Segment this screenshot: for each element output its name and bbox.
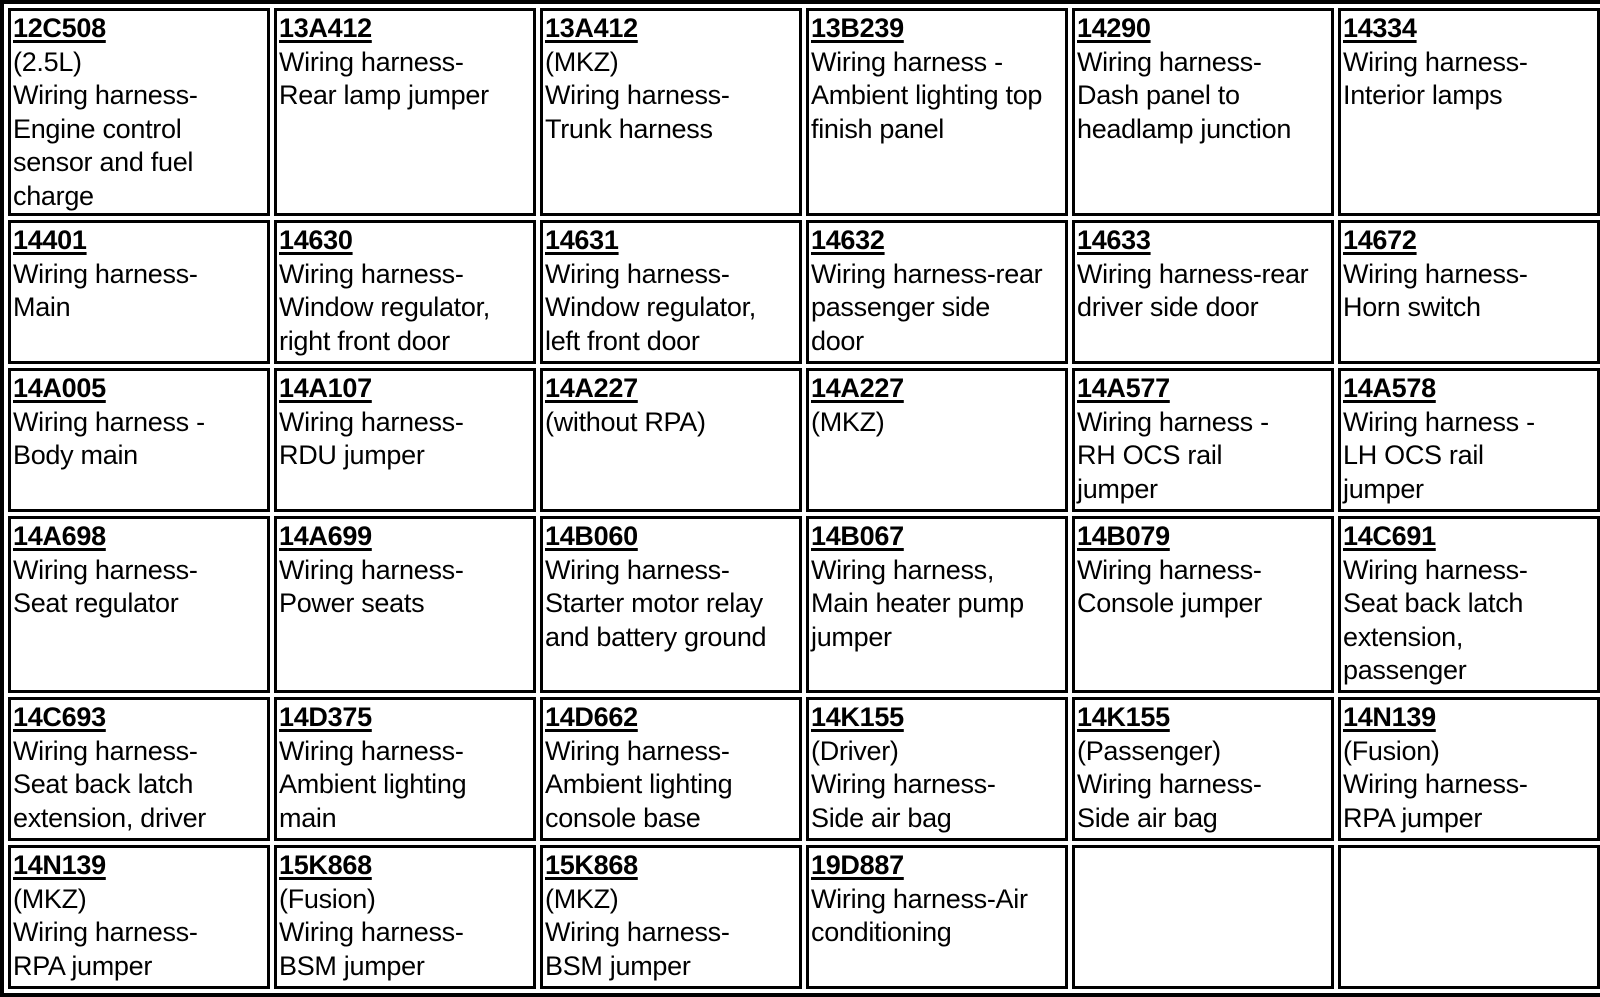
part-cell [8,220,270,364]
part-cell [806,368,1068,512]
part-description-line: Wiring harness- [279,554,464,585]
part-number: 14B079 [1077,521,1170,551]
part-description-line: (2.5L) [13,46,82,77]
part-cell [1338,516,1600,693]
part-description-line: Interior lamps [1343,80,1503,110]
part-description-line: (MKZ) [545,883,619,914]
part-description-line: Wiring harness - [1343,406,1535,437]
part-description-line: door [811,325,864,356]
part-number: 14A107 [279,373,372,403]
table-row [8,368,1600,512]
part-description-line: Wiring harness - [13,406,205,437]
part-cell [274,697,536,841]
part-cell [8,697,270,841]
part-number: 14A578 [1343,373,1436,403]
part-cell [1338,697,1600,841]
part-description-line: (MKZ) [811,406,885,437]
part-description-line: Seat back latch [1343,588,1524,618]
part-cell [8,845,270,989]
part-description-line: Wiring harness- [279,258,464,289]
part-cell [8,516,270,693]
part-description-line: (MKZ) [545,46,619,77]
part-description-line: Wiring harness- [545,917,730,947]
part-number: 14672 [1343,225,1417,255]
part-description-line: Body main [13,440,138,470]
part-number: 14D375 [279,702,372,732]
part-number: 14A227 [545,373,638,403]
part-description-line: Engine control [13,113,182,144]
part-description-line: Rear lamp jumper [279,80,489,110]
part-number: 14A698 [13,521,106,551]
part-description-line: Wiring harness-rear [811,258,1043,289]
part-description-line: Wiring harness-rear [1077,258,1309,289]
part-number: 14632 [811,225,885,255]
table-row [8,8,1600,216]
part-number: 14334 [1343,13,1417,43]
part-description-line: Wiring harness- [13,917,198,947]
part-cell [806,516,1068,693]
part-description-line: extension, driver [13,802,206,833]
part-number: 14K155 [811,702,904,732]
part-description-line: right front door [279,325,450,356]
part-description-line: jumper [1077,473,1158,504]
part-number: 14B060 [545,521,638,551]
part-description-line: Horn switch [1343,292,1481,322]
part-description-line: (Passenger) [1077,735,1221,766]
part-description-line: (Fusion) [279,883,376,914]
part-description-line: Wiring harness- [279,735,464,766]
part-description-line: Side air bag [1077,802,1218,833]
part-description-line: Wiring harness - [811,46,1003,77]
part-cell [274,8,536,216]
part-cell [1338,220,1600,364]
part-description-line: headlamp junction [1077,113,1292,144]
part-number: 14B067 [811,521,904,551]
part-number: 14A005 [13,373,106,403]
part-description-line: main [279,802,337,833]
part-description-line: Main [13,292,71,322]
part-cell [274,220,536,364]
part-description-line: jumper [811,621,892,652]
part-cell [806,8,1068,216]
part-number: 14D662 [545,702,638,732]
part-description-line: BSM jumper [279,950,425,981]
part-description-line: RPA jumper [13,950,153,981]
part-description-line: Wiring harness- [1077,46,1262,77]
part-number: 15K868 [279,850,372,880]
part-cell [540,845,802,989]
part-number: 14C693 [13,702,106,732]
part-number: 14630 [279,225,353,255]
part-description-line: console base [545,802,701,833]
part-number: 14290 [1077,13,1151,43]
part-number: 14A577 [1077,373,1170,403]
part-description-line: Wiring harness- [1343,554,1528,585]
part-cell [1072,368,1334,512]
part-description-line: Wiring harness- [279,406,464,437]
part-cell [1072,220,1334,364]
part-number: 14631 [545,225,619,255]
part-description-line: BSM jumper [545,950,691,981]
part-description-line: Wiring harness- [1077,769,1262,799]
part-description-line: sensor and fuel [13,147,194,177]
part-description-line: Power seats [279,588,425,618]
part-cell [8,368,270,512]
part-number: 14N139 [13,850,106,880]
part-description-line: Wiring harness- [1343,769,1528,799]
part-description-line: Wiring harness- [545,258,730,289]
part-cell [540,368,802,512]
part-number: 12C508 [13,13,106,43]
part-description-line: Ambient lighting [545,769,733,799]
part-description-line: Wiring harness- [13,554,198,585]
part-cell [806,845,1068,989]
part-description-line: (MKZ) [13,883,87,914]
part-description-line: Seat regulator [13,588,179,618]
part-description-line: Seat back latch [13,769,194,799]
part-description-line: driver side door [1077,292,1259,322]
part-description-line: RPA jumper [1343,802,1483,833]
part-description-line: charge [13,180,94,211]
part-description-line: Wiring harness- [1077,554,1262,585]
part-description-line: (without RPA) [545,406,706,437]
part-description-line: RH OCS rail [1077,440,1223,470]
part-description-line: extension, [1343,621,1464,652]
part-description-line: passenger side [811,292,990,322]
part-number: 13A412 [545,13,638,43]
part-description-line: Console jumper [1077,588,1262,618]
part-cell [806,697,1068,841]
part-description-line: (Fusion) [1343,735,1440,766]
part-description-line: LH OCS rail [1343,440,1484,470]
part-description-line: Dash panel to [1077,80,1240,110]
part-description-line: Wiring harness- [811,769,996,799]
part-cell [274,368,536,512]
empty-cell [1072,845,1334,989]
table-row [8,845,1600,989]
part-description-line: Wiring harness- [279,917,464,947]
part-description-line: Trunk harness [545,113,713,144]
part-number: 14A699 [279,521,372,551]
table-row [8,516,1600,693]
part-description-line: RDU jumper [279,440,425,470]
part-description-line: (Driver) [811,735,899,766]
part-cell [806,220,1068,364]
part-description-line: Window regulator, [545,292,757,322]
part-description-line: Wiring harness- [13,80,198,110]
part-description-line: Wiring harness- [13,735,198,766]
part-description-line: Wiring harness-Air [811,883,1028,914]
part-description-line: jumper [1343,473,1424,504]
part-description-line: Wiring harness- [545,735,730,766]
part-number: 19D887 [811,850,904,880]
part-description-line: Window regulator, [279,292,491,322]
part-cell [1072,697,1334,841]
part-number: 14401 [13,225,87,255]
part-cell [540,220,802,364]
table-row [8,697,1600,841]
part-number: 14N139 [1343,702,1436,732]
part-description-line: passenger [1343,655,1467,685]
part-number: 13A412 [279,13,372,43]
part-description-line: Wiring harness- [1343,258,1528,289]
part-description-line: Ambient lighting [279,769,467,799]
part-description-line: Wiring harness- [1343,46,1528,77]
part-description-line: and battery ground [545,621,767,652]
part-description-line: Wiring harness - [1077,406,1269,437]
part-cell [1072,8,1334,216]
part-description-line: conditioning [811,917,952,947]
part-number: 13B239 [811,13,904,43]
part-description-line: Main heater pump [811,588,1024,618]
part-description-line: finish panel [811,113,944,144]
part-description-line: Ambient lighting top [811,80,1043,110]
part-number: 14A227 [811,373,904,403]
part-description-line: Wiring harness- [545,554,730,585]
part-number: 14C691 [1343,521,1436,551]
table-row [8,220,1600,364]
part-number: 14K155 [1077,702,1170,732]
part-cell [8,8,270,216]
part-description-line: left front door [545,325,700,356]
part-description-line: Wiring harness- [13,258,198,289]
part-description-line: Side air bag [811,802,952,833]
part-cell [540,516,802,693]
empty-cell [1338,845,1600,989]
part-cell [1072,516,1334,693]
part-description-line: Wiring harness- [279,46,464,77]
part-number: 15K868 [545,850,638,880]
part-cell [274,845,536,989]
part-description-line: Starter motor relay [545,588,763,618]
part-cell [1338,368,1600,512]
part-cell [540,8,802,216]
table-body [8,8,1600,989]
part-number: 14633 [1077,225,1151,255]
part-description-line: Wiring harness- [545,80,730,110]
part-cell [540,697,802,841]
part-cell [1338,8,1600,216]
part-description-line: Wiring harness, [811,554,995,585]
part-cell [274,516,536,693]
